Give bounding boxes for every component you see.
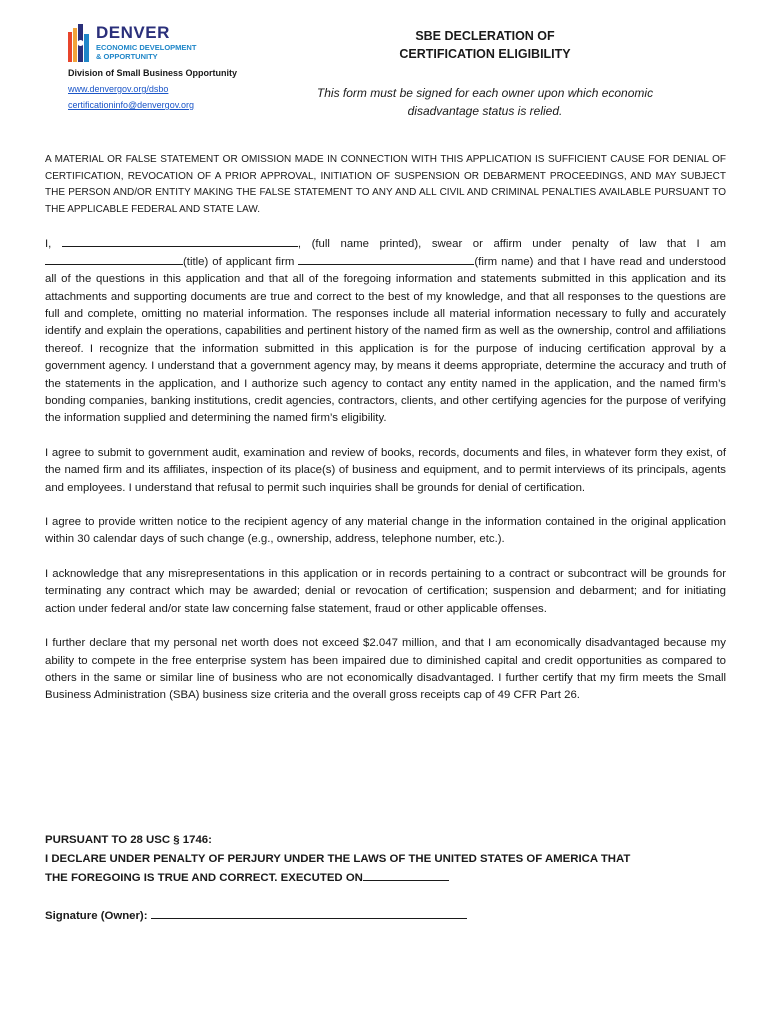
- notice-paragraph: I agree to provide written notice to the recipient agency of any material change in the information contained in the original application within 30 calendar days of such change (e.g., ownership, address, telephone number, etc.).: [45, 516, 726, 546]
- executed-on-date-field[interactable]: [363, 870, 449, 881]
- declare-line-2: THE FOREGOING IS TRUE AND CORRECT. EXECUTED ON: [45, 872, 363, 884]
- website-link[interactable]: www.denvergov.org/dsbo: [68, 84, 169, 94]
- affirmation-text-c: (title) of applicant firm: [183, 255, 299, 268]
- affirmation-paragraph: [45, 236, 726, 427]
- affirmation-text-a: I,: [45, 238, 62, 251]
- false-statement-warning: A MATERIAL OR FALSE STATEMENT OR OMISSION MADE IN CONNECTION WITH THIS APPLICATION IS SUFFICIENT CAUSE FOR DENIAL OF CERTIFICATION, REVOCATION OF A PRIOR APPROVAL, INITIATION OF SUSPENSION OR DEBARMENT PROCEEDINGS, AND MAY SUBJECT THE PERSON AND/OR ENTITY MAKING THE FALSE STATEMENT TO ANY AND ALL CIVIL AND CRIMINAL PENALTIES AVAILABLE PURSUANT TO THE APPLICABLE FEDERAL AND STATE LAW.: [45, 154, 726, 215]
- pursuant-heading: PURSUANT TO 28 USC § 1746:: [45, 834, 212, 846]
- email-link[interactable]: certificationinfo@denvergov.org: [68, 100, 195, 110]
- logo-subtitle-1: ECONOMIC DEVELOPMENT: [96, 43, 197, 52]
- form-title: [370, 27, 600, 63]
- logo-subtitle-2: & OPPORTUNITY: [96, 52, 158, 61]
- signature-label: Signature (Owner):: [45, 910, 148, 922]
- signature-field[interactable]: [151, 908, 467, 919]
- affirmation-text-b: , (full name printed), swear or affirm under penalty of law that I am: [297, 238, 726, 251]
- form-title-line-1: SBE DECLERATION OF: [415, 29, 555, 43]
- denver-logo-mark-icon: [68, 24, 90, 62]
- logo-title: DENVER: [96, 23, 170, 42]
- declare-line-1: I DECLARE UNDER PENALTY OF PERJURY UNDER THE LAWS OF THE UNITED STATES OF AMERICA THAT: [45, 853, 631, 865]
- full-name-field[interactable]: [62, 236, 298, 247]
- perjury-declaration: [45, 831, 726, 888]
- firm-name-field[interactable]: [298, 254, 474, 265]
- declaration-body: [45, 152, 726, 722]
- document-header: [0, 0, 770, 140]
- form-note: This form must be signed for each owner upon which economic disadvantage status is relied.: [316, 86, 654, 118]
- misrepresentation-paragraph: I acknowledge that any misrepresentations in this application or in records pertaining to a contract or subcontract will be grounds for terminating any contract which may be awarded; denial or revocation of certification; suspension and debarment; and for initiating action under federal and/or state law concerning false statement, fraud or other applicable offenses.: [45, 567, 726, 615]
- declare-line-2-row: [45, 869, 726, 888]
- form-title-line-2: CERTIFICATION ELIGIBILITY: [399, 47, 571, 61]
- audit-paragraph: I agree to submit to government audit, examination and review of books, records, documents and files, in whatever form they exist, of the named firm and its affiliates, inspection of its place(s) of business and equipment, and to permit interviews of its principals, agents and employees. I understand that refusal to permit such inquiries shall be grounds for denial of certification.: [45, 446, 726, 494]
- division-name: Division of Small Business Opportunity: [68, 68, 238, 78]
- denver-logo: [68, 24, 238, 66]
- net-worth-paragraph: I further declare that my personal net worth does not exceed $2.047 million, and that I am economically disadvantaged because my ability to compete in the free enterprise system has been impaired due to diminished capital and credit opportunities as compared to others in the same or similar line of business who are not economically disadvantaged. I further certify that my firm meets the Small Business Administration (SBA) business size criteria and the overall gross receipts cap of 49 CFR Part 26.: [45, 637, 726, 702]
- signature-row: [45, 908, 726, 922]
- title-field[interactable]: [45, 254, 183, 265]
- affirmation-text-d: (firm name) and that I have read and understood all of the questions in this application and that all of the foregoing information and statements submitted in this application and its attachments and supporting documents are true and correct to the best of my knowledge, and that all responses to the questions are full and complete, omitting no material information. The responses include all material information necessary to fully and accurately identify and explain the operations, capabilities and pertinent history of the named firm as well as the ownership, control and affiliations thereof. I recognize that the information submitted in this application is for the purpose of inducing certification approval by a government agency. I understand that a government agency may, by means it deems appropriate, determine the accuracy and truth of the statements in the application, and I authorize such agency to contact any entity named in the application, and the named firm’s bonding companies, banking institutions, credit agencies, contractors, clients, and other certifying agencies for the purpose of verifying the information supplied and determining the named firm’s eligibility.: [45, 255, 727, 425]
